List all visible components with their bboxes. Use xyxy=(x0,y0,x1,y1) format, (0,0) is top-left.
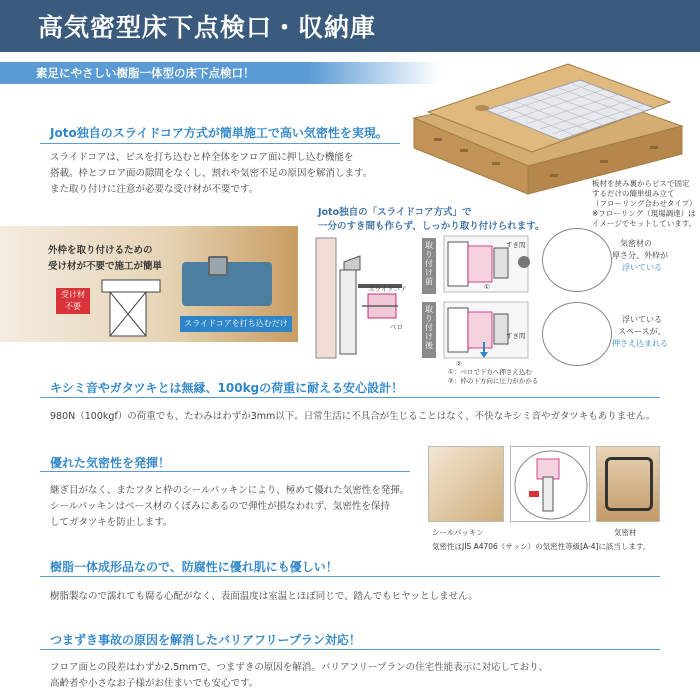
airtight-gasket xyxy=(605,457,653,511)
product-note-2: するだけの簡単組み立て xyxy=(592,189,675,198)
slide-note-2: ②：枠の下方向に圧力がかかる xyxy=(448,377,539,385)
slide-core-part xyxy=(208,256,228,276)
slide-note-1: ①：ベロで下方へ押さえ込む xyxy=(448,368,532,376)
callout1-line-3: 浮いている xyxy=(622,263,662,272)
screw-part-label: ベロ xyxy=(390,323,403,331)
callout1-line-1: 気密材の xyxy=(620,239,652,248)
airtight-photo xyxy=(596,446,660,522)
label-before: 取り付け前 xyxy=(422,238,436,294)
section3-rule xyxy=(40,471,410,472)
num2-label: ② xyxy=(456,360,462,368)
install-cross-section xyxy=(96,276,166,340)
gap-label-before: すき間 xyxy=(506,241,526,249)
section3-title: 優れた気密性を発揮！ xyxy=(50,456,171,470)
section3-line-2: シールパッキンはベース材のくぼみにあるので弾性が損なわれず、気密性を保持 xyxy=(50,501,390,512)
callout2-line-1: 浮いている xyxy=(622,315,662,324)
section2-text: 980N（100kgf）の荷重でも、たわみはわずか3mm以下。日常生活に不具合が生じることはなく、不快なキシミ音やガタツキもありません。 xyxy=(50,411,656,422)
install-caption-2: 受け材が不要で施工が簡単 xyxy=(48,261,163,272)
airtight-label: 気密材 xyxy=(614,528,637,537)
red-tag xyxy=(56,288,90,314)
section2-rule xyxy=(40,397,660,398)
blue-tag: スライドコアを打ち込むだけ xyxy=(180,316,292,332)
section4-title: 樹脂一体成形品なので、防腐性に優れ肌にも優しい！ xyxy=(50,560,338,574)
seal-diagram-svg xyxy=(511,447,591,523)
section5-rule xyxy=(40,649,660,650)
handle-slot xyxy=(475,105,489,111)
callout-before-circle xyxy=(542,228,612,292)
callout2-line-2: スペースが、 xyxy=(618,327,666,336)
num1-label: ① xyxy=(484,283,490,291)
slide-part-label: スライドコア xyxy=(368,285,407,293)
section5-title: つまずき事故の原因を解消したバリアフリープラン対応！ xyxy=(50,633,361,647)
seal-diagram xyxy=(510,446,590,522)
label-after: 取り付け後 xyxy=(422,302,436,358)
page-header xyxy=(0,0,700,52)
section1-title: Joto独自のスライドコア方式が簡単施工で高い気密性を実現。 xyxy=(50,126,388,140)
callout2-line-3: 押さえ込まれる xyxy=(612,339,668,348)
callout1-line-2: 厚さ分、外枠が xyxy=(612,251,668,260)
page-title: 高気密型床下点検口・収納庫 xyxy=(38,13,377,42)
product-note-4: ※フローリング（現場調達）は xyxy=(592,209,696,218)
section1-rule xyxy=(40,143,400,144)
airtight-caption: 気密性はJIS A4706（サッシ）の気密性等級[A-4]に該当します。 xyxy=(432,542,651,551)
section3-line-3: してガタツキを防止します。 xyxy=(50,517,173,528)
product-note-5: イメージでセットしています。 xyxy=(592,219,697,228)
section4-rule xyxy=(40,576,660,577)
section4-text: 樹脂製なので濡れても腐る心配がなく、表面温度は室温とほぼ同じで、踏んでもヒヤッとしません。 xyxy=(50,591,478,602)
install-photo xyxy=(0,226,298,342)
slide-core-diagram xyxy=(314,236,406,360)
section1-line-2: 搭載。枠とフロア面の隙間をなくし、割れや気密不足の原因を解消します。 xyxy=(50,168,373,179)
gap-label-after: すき間 xyxy=(506,332,526,340)
section1-line-3: また取り付けに注意が必要な受け材が不要です。 xyxy=(50,184,259,195)
red-tag-line-1: 受け材 xyxy=(61,290,85,299)
install-caption-1: 外枠を取り付けるための xyxy=(48,245,153,256)
slide-title-2: 一分のすき間も作らず、しっかり取り付けられます。 xyxy=(318,221,545,232)
section2-title: キシミ音やガタツキとは無縁、100kgの荷重に耐える安心設計！ xyxy=(50,381,404,395)
section3-line-1: 継ぎ目がなく、またフタと枠のシールパッキンにより、極めて優れた気密性を発揮。 xyxy=(50,485,410,496)
callout-after-circle xyxy=(542,302,612,366)
before-after-diagram xyxy=(440,232,536,362)
product-note-3: （フローリング合わせタイプ） xyxy=(592,199,697,208)
section5-line-2: 高齢者や小さなお子様がお住まいでも安心です。 xyxy=(50,678,259,689)
subheader-text: 素足にやさしい樹脂一体型の床下点検口！ xyxy=(36,66,255,80)
red-tag-line-2: 不要 xyxy=(65,302,81,311)
seal-photo xyxy=(428,446,504,522)
slide-title-1: Joto独自の「スライドコア方式」で xyxy=(318,207,472,218)
subheader-bar xyxy=(0,62,440,84)
seal-label: シールパッキン xyxy=(432,528,484,537)
section1-line-1: スライドコアは、ビスを打ち込むと枠全体をフロア面に押し込む機能を xyxy=(50,152,354,163)
section5-line-1: フロア面との段差はわずか2.5mmで、つまずきの原因を解消。バリアフリープランの住宅性能表示に対応しており、 xyxy=(50,662,549,673)
product-note-1: 板材を挟み裏からビスで固定 xyxy=(592,179,690,188)
